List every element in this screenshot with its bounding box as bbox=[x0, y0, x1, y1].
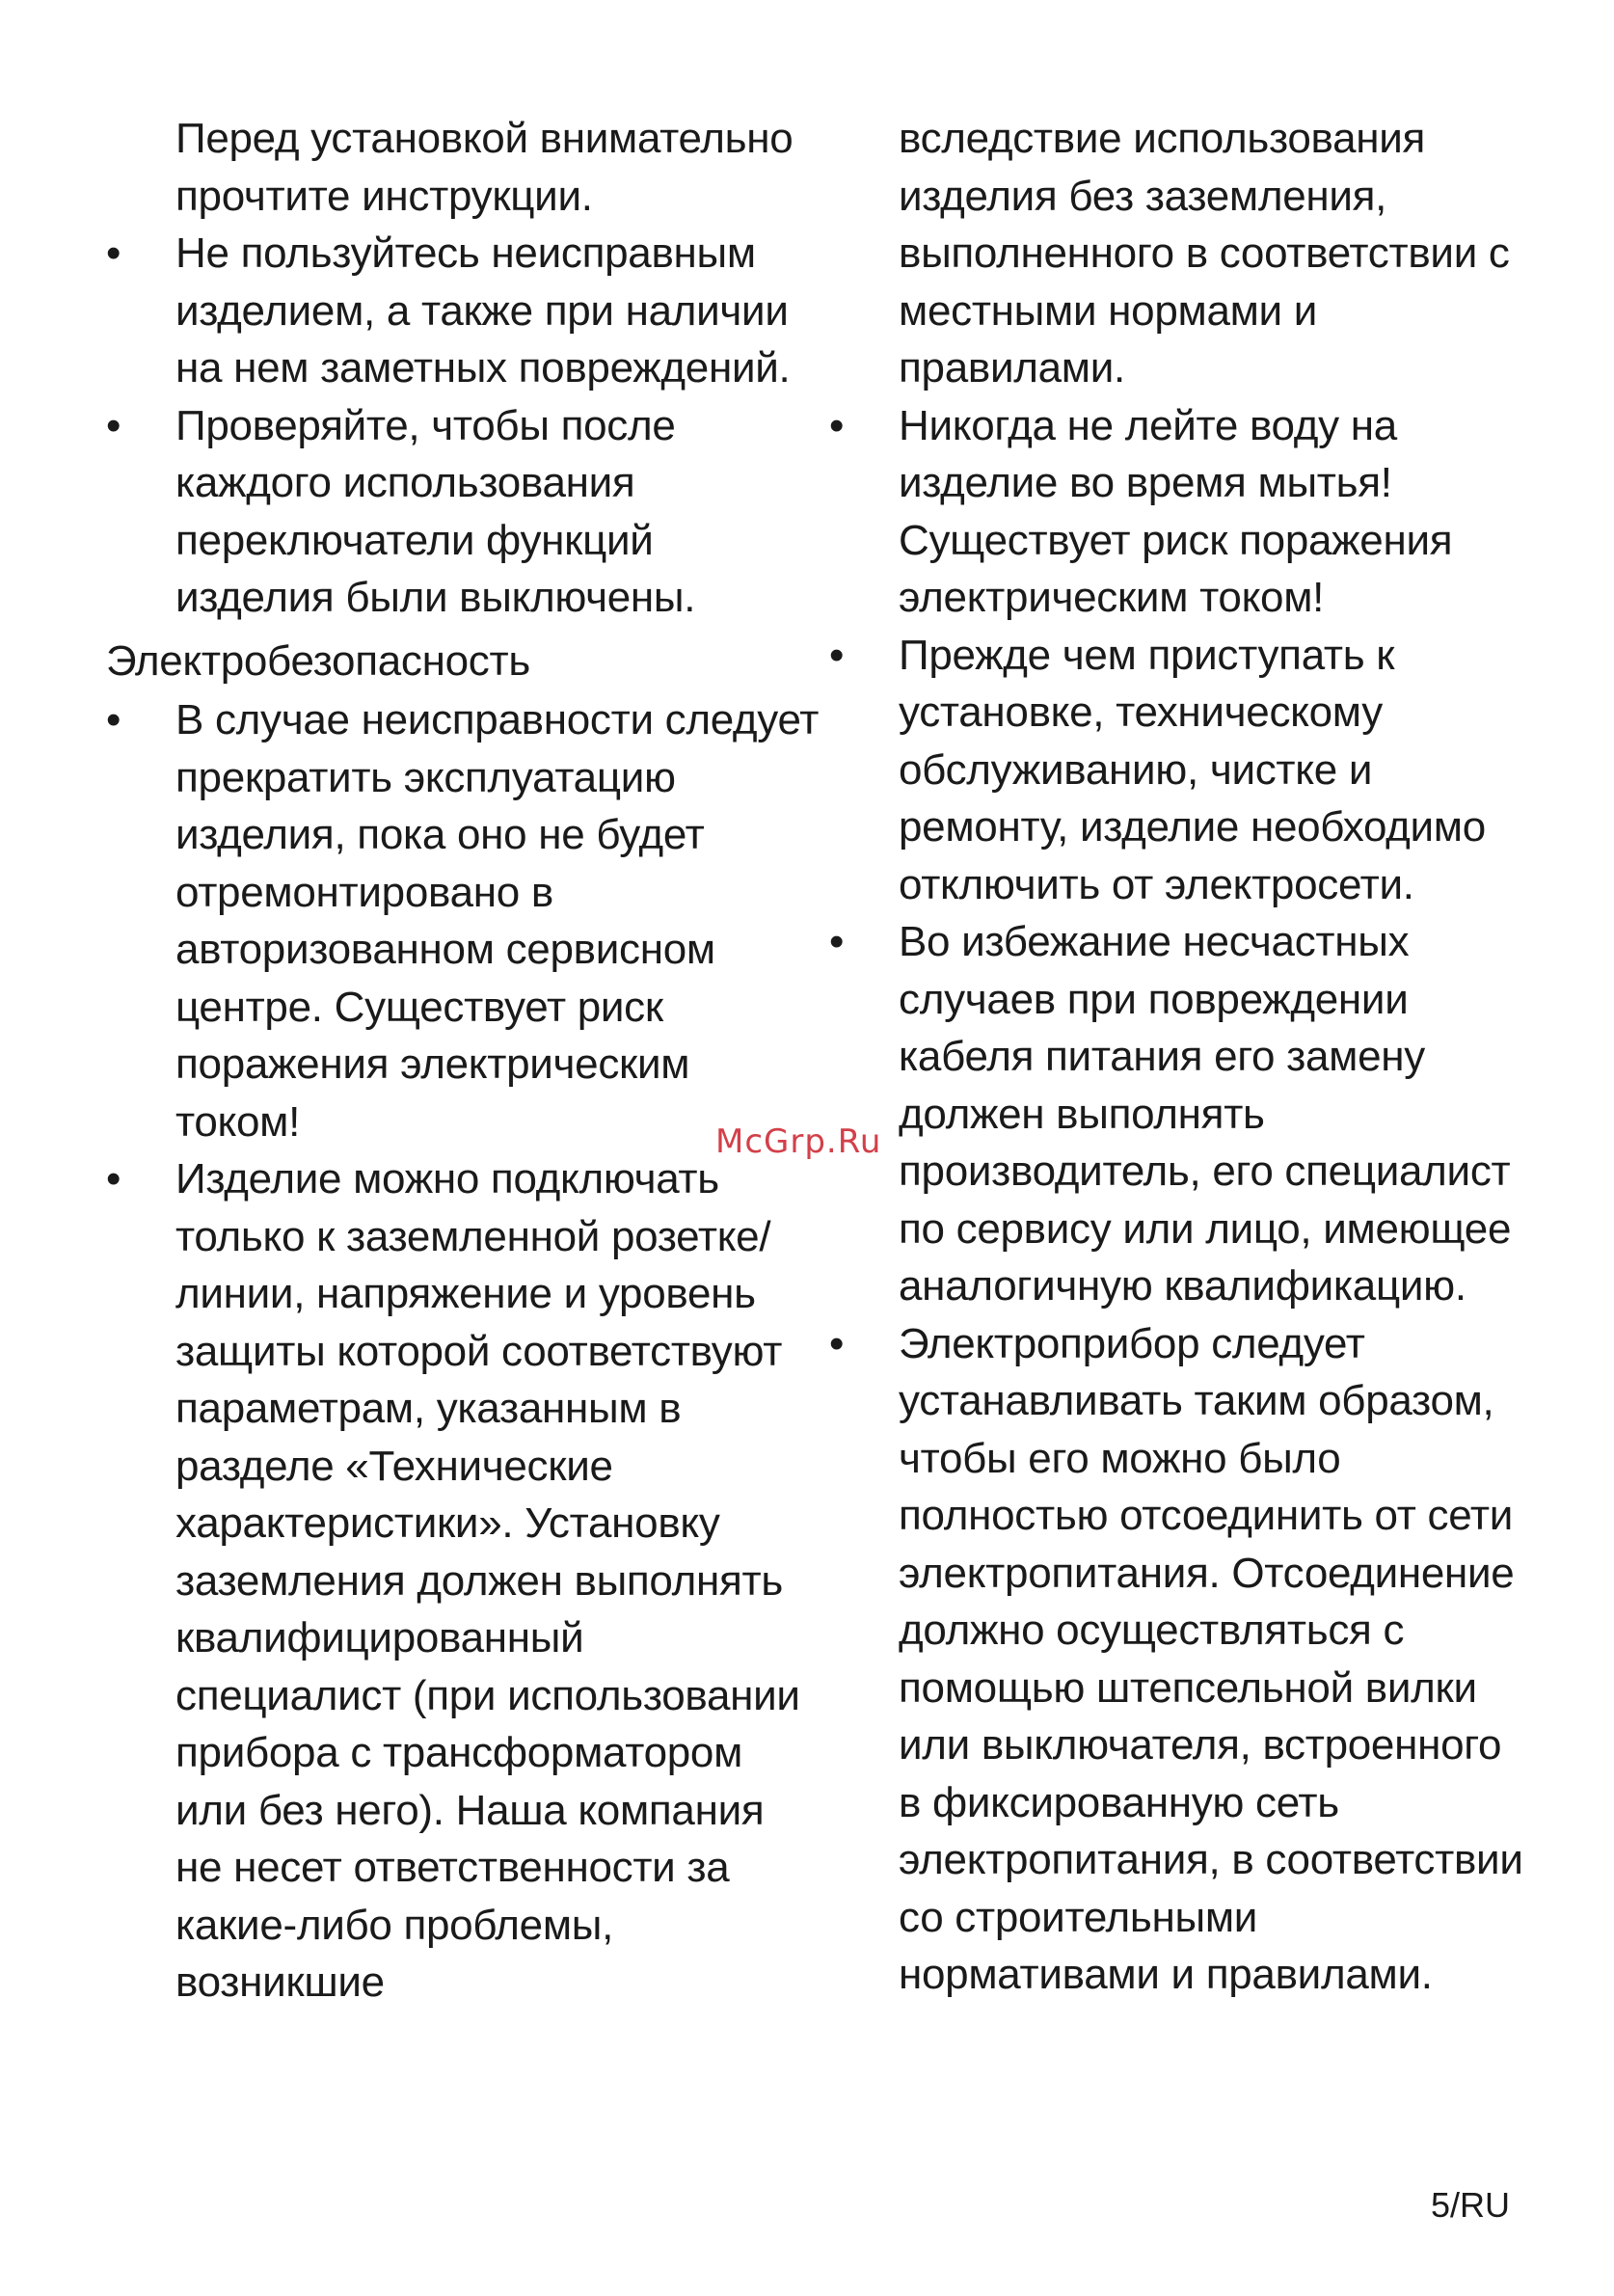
list-item bbox=[106, 691, 820, 1150]
continuation-paragraph bbox=[829, 110, 1523, 397]
right-column bbox=[829, 110, 1523, 2004]
list-item-text: Никогда не лейте воду на изделие во время мытья! Существует риск поражения электрическим током! bbox=[899, 401, 1453, 621]
bullet-icon: • bbox=[829, 1319, 845, 1367]
bullet-icon: • bbox=[106, 401, 121, 449]
bullet-icon: • bbox=[829, 401, 845, 449]
page-number: 5/RU bbox=[1430, 2185, 1510, 2225]
intro-text: Перед установкой внимательно прочтите инструкции. bbox=[175, 115, 794, 220]
continuation-text: вследствие использования изделия без заземления, выполненного в соответствии с местными нормами и правилами. bbox=[899, 115, 1510, 392]
list-item bbox=[106, 225, 820, 397]
bullet-icon: • bbox=[106, 230, 121, 277]
list-item-text: Не пользуйтесь неисправным изделием, а также при наличии на нем заметных повреждений. bbox=[175, 230, 791, 392]
list-item-text: Электроприбор следует устанавливать таким образом, чтобы его можно было полностью отсоединить от сети электропитания. Отсоединение должно осуществляться с помощью штепсельной вилки или выключателя, встроенного в фиксированную сеть электропитания, в соответствии со строительными нормативами и правилами. bbox=[899, 1319, 1523, 1998]
watermark: McGrp.Ru bbox=[715, 1122, 882, 1161]
list-item bbox=[829, 913, 1523, 1315]
bullet-icon: • bbox=[106, 1155, 121, 1202]
left-column bbox=[106, 110, 820, 2012]
section-heading: Электробезопасность bbox=[106, 636, 530, 685]
bullet-icon: • bbox=[829, 918, 845, 965]
list-item bbox=[106, 1150, 820, 2012]
list-item-text: В случае неисправности следует прекратить эксплуатацию изделия, пока оно не будет отремонтировано в авторизованном сервисном центре. Существует риск поражения электрическим током! bbox=[175, 696, 820, 1146]
list-item bbox=[106, 397, 820, 627]
intro-paragraph bbox=[106, 110, 820, 225]
list-item bbox=[829, 1315, 1523, 2004]
list-item-text: Прежде чем приступать к установке, техническому обслуживанию, чистке и ремонту, изделие необходимо отключить от электросети. bbox=[899, 631, 1486, 908]
bullet-icon: • bbox=[829, 631, 845, 679]
bullet-icon: • bbox=[106, 696, 121, 743]
list-item bbox=[829, 397, 1523, 627]
list-item-text: Изделие можно подключать только к заземленной розетке/линии, напряжение и уровень защиты которой соответствуют параметрам, указанным в разделе «Технические характеристики». Установку заземления должен выполнять квалифицированный специалист (при использовании прибора с трансформатором или без него). Наша компания не несет ответственности за какие-либо проблемы, возникшие bbox=[175, 1155, 800, 2006]
list-item-text: Проверяйте, чтобы после каждого использования переключатели функций изделия были выключены. bbox=[175, 401, 696, 621]
list-item-text: Во избежание несчастных случаев при повреждении кабеля питания его замену должен выполнять производитель, его специалист по сервису или лицо, имеющее аналогичную квалификацию. bbox=[899, 918, 1512, 1310]
list-item bbox=[829, 627, 1523, 914]
